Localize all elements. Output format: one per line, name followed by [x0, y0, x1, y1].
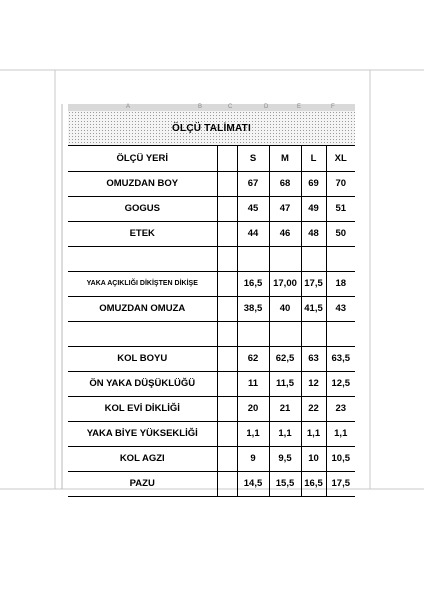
- size-value-cell: [237, 246, 269, 271]
- size-value-cell: 49: [301, 196, 326, 221]
- table-row: [68, 221, 355, 246]
- size-value-cell: 40: [269, 296, 301, 321]
- size-value-cell: 63,5: [326, 346, 355, 371]
- size-value-cell: 11,5: [269, 371, 301, 396]
- size-value-cell: 62,5: [269, 346, 301, 371]
- row-label: KOL AGZI: [68, 446, 217, 471]
- size-value-cell: 45: [237, 196, 269, 221]
- size-value-cell: 38,5: [237, 296, 269, 321]
- size-value-cell: 1,1: [237, 421, 269, 446]
- size-value-cell: 62: [237, 346, 269, 371]
- row-label: ETEK: [68, 221, 217, 246]
- row-label: YAKA BİYE YÜKSEKLİĞİ: [68, 421, 217, 446]
- header-label: ÖLÇÜ YERİ: [68, 146, 217, 171]
- spacer-cell: [217, 321, 237, 346]
- size-value-cell: [326, 321, 355, 346]
- size-value-cell: 1,1: [269, 421, 301, 446]
- row-label: PAZU: [68, 471, 217, 496]
- size-value-cell: 51: [326, 196, 355, 221]
- row-label: [68, 321, 217, 346]
- size-value-cell: 1,1: [301, 421, 326, 446]
- empty-row: [68, 321, 355, 346]
- size-value-cell: 44: [237, 221, 269, 246]
- size-value-cell: 68: [269, 171, 301, 196]
- size-value-cell: 10,5: [326, 446, 355, 471]
- size-value-cell: 41,5: [301, 296, 326, 321]
- size-value-cell: 46: [269, 221, 301, 246]
- size-value-cell: 23: [326, 396, 355, 421]
- table-row: [68, 371, 355, 396]
- table-row: [68, 396, 355, 421]
- spacer-cell: [217, 146, 237, 171]
- spacer-cell: [217, 421, 237, 446]
- size-value-cell: 17,5: [301, 271, 326, 296]
- row-label: GOGUS: [68, 196, 217, 221]
- size-value-cell: 21: [269, 396, 301, 421]
- spacer-cell: [217, 271, 237, 296]
- row-label: KOL BOYU: [68, 346, 217, 371]
- row-label: YAKA AÇIKLIĞI DİKİŞTEN DİKİŞE: [68, 271, 217, 296]
- size-value-cell: 48: [301, 221, 326, 246]
- spacer-cell: [217, 221, 237, 246]
- size-value-cell: 47: [269, 196, 301, 221]
- table-row: [68, 296, 355, 321]
- size-header-m: M: [269, 146, 301, 171]
- spacer-cell: [217, 171, 237, 196]
- spacer-cell: [217, 296, 237, 321]
- spacer-cell: [217, 371, 237, 396]
- size-value-cell: 50: [326, 221, 355, 246]
- size-value-cell: [301, 246, 326, 271]
- size-chart-sheet: [68, 111, 355, 497]
- size-value-cell: 22: [301, 396, 326, 421]
- size-header-l: L: [301, 146, 326, 171]
- table-row: [68, 196, 355, 221]
- size-value-cell: 63: [301, 346, 326, 371]
- title-row: [68, 111, 355, 146]
- size-value-cell: [269, 246, 301, 271]
- size-value-cell: [269, 321, 301, 346]
- row-label: [68, 246, 217, 271]
- size-value-cell: [326, 246, 355, 271]
- spacer-cell: [217, 446, 237, 471]
- row-label: OMUZDAN OMUZA: [68, 296, 217, 321]
- spacer-cell: [217, 396, 237, 421]
- size-value-cell: 11: [237, 371, 269, 396]
- size-value-cell: 17,5: [326, 471, 355, 496]
- size-value-cell: 17,00: [269, 271, 301, 296]
- table-row: [68, 171, 355, 196]
- size-value-cell: 9: [237, 446, 269, 471]
- empty-row: [68, 246, 355, 271]
- table-row: [68, 271, 355, 296]
- size-value-cell: 9,5: [269, 446, 301, 471]
- size-value-cell: 15,5: [269, 471, 301, 496]
- size-header-xl: XL: [326, 146, 355, 171]
- size-value-cell: 20: [237, 396, 269, 421]
- spreadsheet-column-headers: A B C D E F: [68, 104, 355, 112]
- size-value-cell: 69: [301, 171, 326, 196]
- size-value-cell: 12,5: [326, 371, 355, 396]
- size-value-cell: 16,5: [237, 271, 269, 296]
- size-value-cell: 12: [301, 371, 326, 396]
- table-row: [68, 421, 355, 446]
- size-value-cell: 10: [301, 446, 326, 471]
- row-label: ÖN YAKA DÜŞÜKLÜĞÜ: [68, 371, 217, 396]
- size-value-cell: 70: [326, 171, 355, 196]
- size-header-s: S: [237, 146, 269, 171]
- header-row: [68, 146, 355, 171]
- size-value-cell: 1,1: [326, 421, 355, 446]
- size-value-cell: 67: [237, 171, 269, 196]
- spacer-cell: [217, 346, 237, 371]
- row-label: KOL EVİ DİKLİĞİ: [68, 396, 217, 421]
- spacer-cell: [217, 471, 237, 496]
- size-value-cell: 16,5: [301, 471, 326, 496]
- table-row: [68, 346, 355, 371]
- table-row: [68, 471, 355, 496]
- size-value-cell: [301, 321, 326, 346]
- size-table: [68, 146, 355, 497]
- size-value-cell: 14,5: [237, 471, 269, 496]
- size-table-body: [68, 146, 355, 496]
- table-row: [68, 446, 355, 471]
- spacer-cell: [217, 246, 237, 271]
- size-value-cell: 18: [326, 271, 355, 296]
- sheet-title: ÖLÇÜ TALİMATI: [172, 122, 251, 134]
- spacer-cell: [217, 196, 237, 221]
- row-label: OMUZDAN BOY: [68, 171, 217, 196]
- size-value-cell: 43: [326, 296, 355, 321]
- size-value-cell: [237, 321, 269, 346]
